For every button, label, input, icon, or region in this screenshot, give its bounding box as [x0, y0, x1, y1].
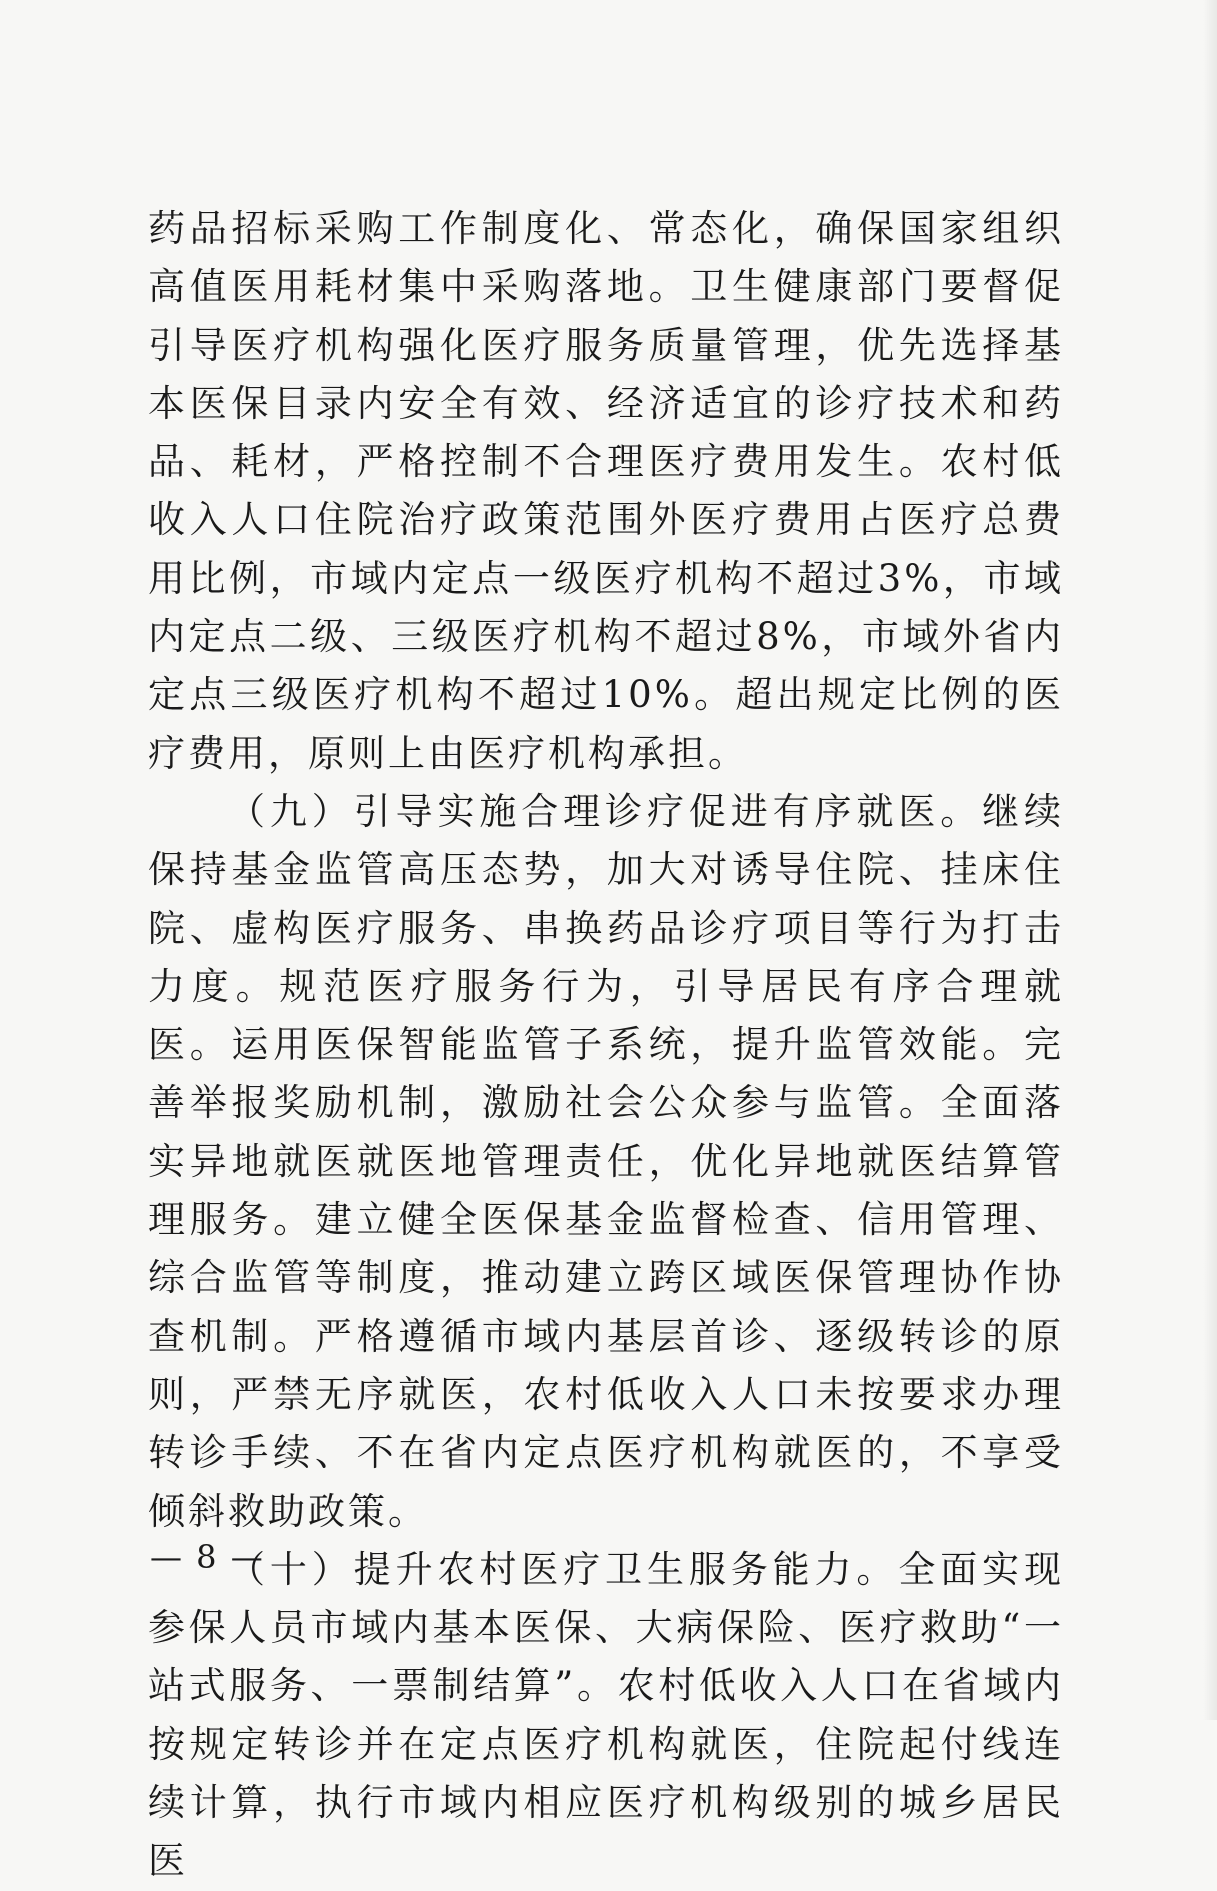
page-number: — 8 —: [150, 1538, 265, 1576]
document-body: [148, 200, 1064, 1891]
paragraph-continuation: 药品招标采购工作制度化、常态化，确保国家组织高值医用耗材集中采购落地。卫生健康部门要督促引导医疗机构强化医疗服务质量管理，优先选择基本医保目录内安全有效、经济适宜的诊疗技术和药品、耗材，严格控制不合理医疗费用发生。农村低收入人口住院治疗政策范围外医疗费用占医疗总费用比例，市域内定点一级医疗机构不超过3%，市域内定点二级、三级医疗机构不超过8%，市域外省内定点三级医疗机构不超过10%。超出规定比例的医疗费用，原则上由医疗机构承担。: [148, 207, 1064, 775]
paragraph-section-ten: （十）提升农村医疗卫生服务能力。全面实现参保人员市域内基本医保、大病保险、医疗救助“一站式服务、一票制结算”。农村低收入人口在省域内按规定转诊并在定点医疗机构就医，住院起付线连续计算，执行市域内相应医疗机构级别的城乡居民医: [148, 1547, 1064, 1883]
page-edge-shadow: [1203, 0, 1217, 1720]
paragraph-section-nine: （九）引导实施合理诊疗促进有序就医。继续保持基金监管高压态势，加大对诱导住院、挂床住院、虚构医疗服务、串换药品诊疗项目等行为打击力度。规范医疗服务行为，引导居民有序合理就医。运用医保智能监管子系统，提升监管效能。完善举报奖励机制，激励社会公众参与监管。全面落实异地就医就医地管理责任，优化异地就医结算管理服务。建立健全医保基金监督检查、信用管理、综合监管等制度，推动建立跨区域医保管理协作协查机制。严格遵循市域内基层首诊、逐级转诊的原则，严禁无序就医，农村低收入人口未按要求办理转诊手续、不在省内定点医疗机构就医的，不享受倾斜救助政策。: [148, 789, 1064, 1533]
